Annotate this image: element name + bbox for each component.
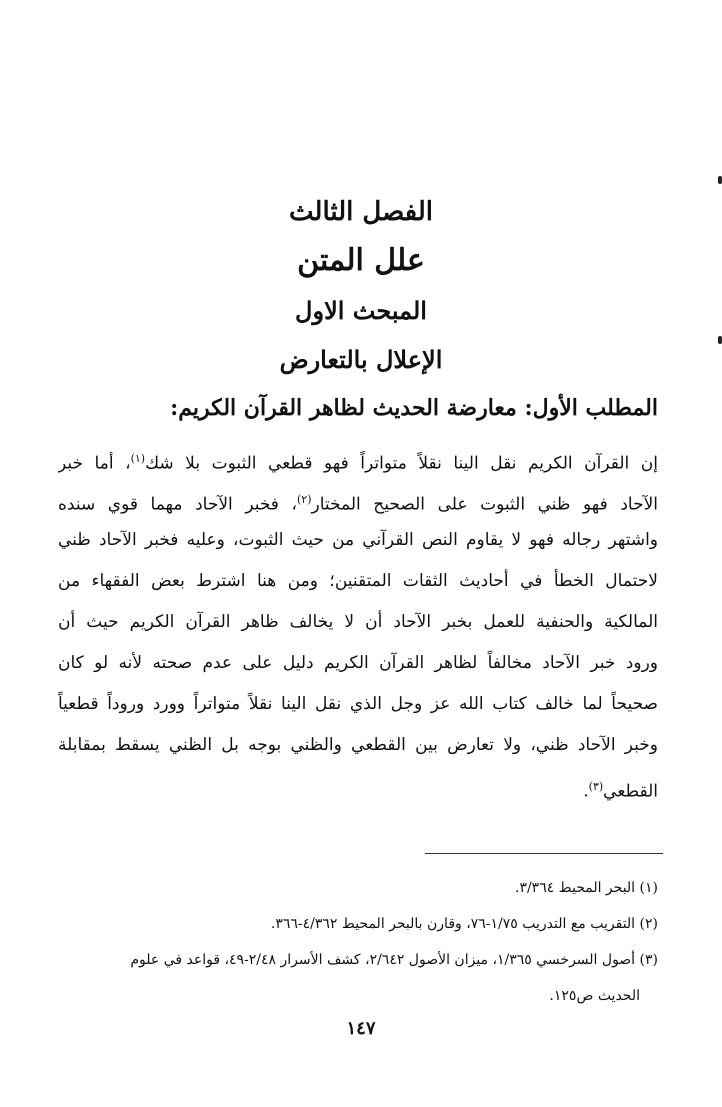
subtopic-heading: الإعلال بالتعارض <box>279 345 443 374</box>
footnote-ref: (٢) <box>296 493 312 506</box>
topic-heading: المبحث الاول <box>295 296 427 325</box>
edge-mark <box>718 176 722 184</box>
section-heading: علل المتن <box>297 243 425 278</box>
footnote-ref: (١) <box>130 452 146 465</box>
body-line: القطعي$^{(٣)}$. <box>583 780 658 802</box>
footnote-3: (٣) أصول السرخسي ١/٣٦٥، ميزان الأصول ٢/٦٤٢، كشف الأسرار ٢/٤٨-٤٩، قواعد في علوم <box>130 952 658 968</box>
matlab-title: المطلب الأول: معارضة الحديث لظاهر القرآن الكريم: <box>170 395 658 421</box>
chapter-heading: الفصل الثالث <box>289 197 433 227</box>
footnote-3-continuation: الحديث ص١٢٥. <box>549 988 640 1004</box>
footnote-ref: (٣) <box>588 780 604 793</box>
body-paragraph <box>58 438 658 807</box>
body-line: لاحتمال الخطأ في أحاديث الثقات المتقنين؛ ومن هنا اشترط بعض الفقهاء من <box>58 571 658 591</box>
body-line: الآحاد فهو ظني الثبوت على الصحيح المختار$^{(٢)}$، فخبر الآحاد مهما قوي سنده <box>58 493 658 515</box>
body-line: صحيحاً لما خالف كتاب الله عز وجل الذي نقل الينا نقلاً متواتراً وورد وروداً قطعياً <box>58 694 658 714</box>
edge-mark <box>718 336 722 344</box>
footnote-divider <box>425 853 663 854</box>
footnote-2: (٢) التقريب مع التدريب ١/٧٥-٧٦، وقارن بالبحر المحيط ٤/٣٦٢-٣٦٦. <box>270 916 658 932</box>
body-line: ورود خبر الآحاد مخالفاً لظاهر القرآن الكريم دليل على عدم صحته لأنه لو كان <box>58 653 658 673</box>
footnote-1: (١) البحر المحيط ٣/٣٦٤. <box>514 880 658 896</box>
footnotes <box>58 873 658 1017</box>
body-line: وخبر الآحاد ظني، ولا تعارض بين القطعي والظني بوجه بل الظني يسقط بمقابلة <box>58 735 658 755</box>
page-number: ١٤٧ <box>346 1018 376 1039</box>
body-line: إن القرآن الكريم نقل الينا نقلاً متواتراً فهو قطعي الثبوت بلا شك$^{(١)}$، أما خبر <box>58 452 658 474</box>
body-line: المالكية والحنفية للعمل بخبر الآحاد أن لا يخالف ظاهر القرآن الكريم حيث أن <box>58 612 658 632</box>
body-line: واشتهر رجاله فهو لا يقاوم النص القرآني من حيث الثبوت، وعليه فخبر الآحاد ظني <box>58 530 658 550</box>
